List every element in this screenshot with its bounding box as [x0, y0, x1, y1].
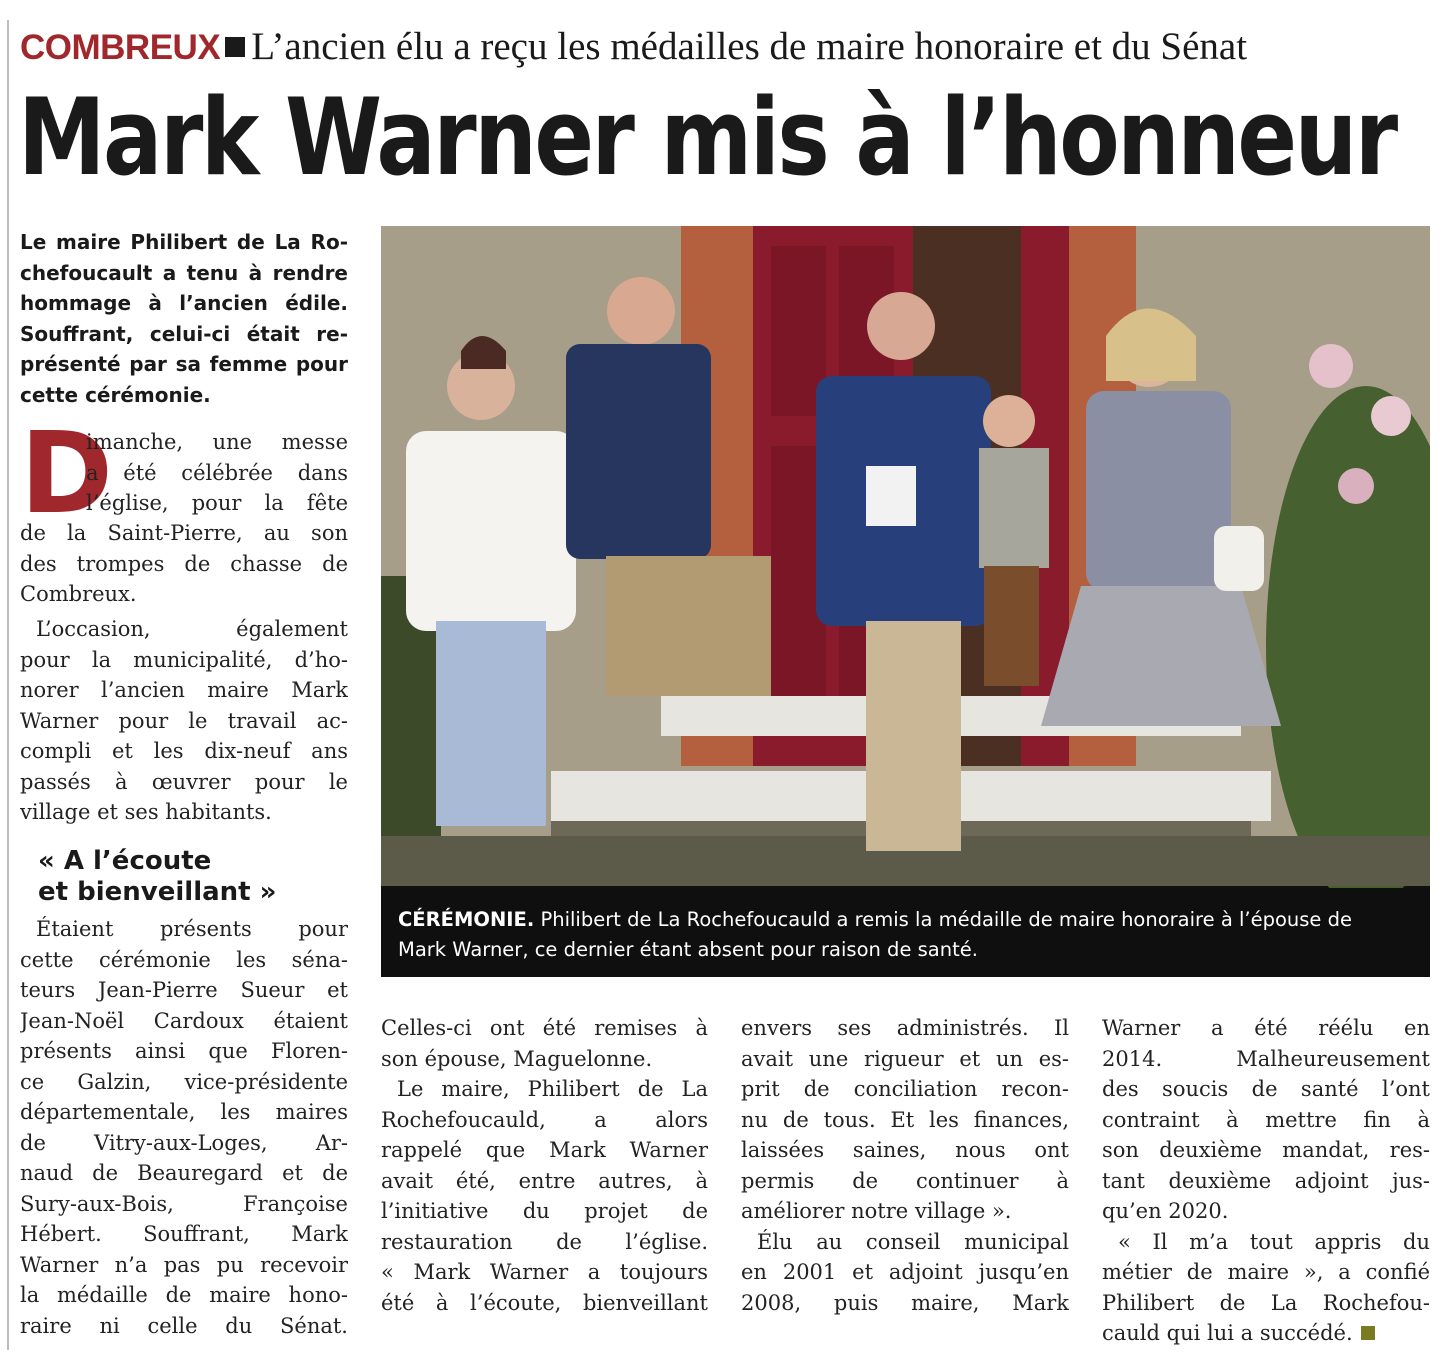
standfirst-line: cette cérémonie. [20, 382, 211, 407]
text-line: son deuxième mandat, res- [1102, 1138, 1430, 1162]
text-line: en 2001 et adjoint jusqu’en [741, 1260, 1069, 1284]
text-line: départementale, les maires [20, 1100, 348, 1124]
text-line: avait une rigueur et un es- [741, 1046, 1069, 1071]
text-line: imanche, une messe [86, 430, 348, 454]
text-line: ce Galzin, vice-présidente [20, 1069, 348, 1094]
text-line: naud de Beauregard et de [20, 1161, 348, 1185]
standfirst-line: Souffrant, celui-ci était re- [20, 321, 348, 346]
text-line: l’église, pour la fête [86, 491, 348, 515]
text-line: Philibert de La Rochefou- [1102, 1290, 1430, 1315]
text-line: Jean-Noël Cardoux étaient [20, 1008, 348, 1033]
text-line: Sury-aux-Bois, Françoise [20, 1191, 348, 1216]
caption-text: Philibert de La Rochefoucauld a remis la médaille de maire honoraire à l’épouse de [534, 908, 1352, 931]
text-line: des soucis de santé l’ont [1102, 1077, 1430, 1101]
standfirst-line: Le maire Philibert de La Ro- [20, 230, 348, 254]
column-2 [381, 1013, 708, 1318]
text-line: nu de tous. Et les finances, [741, 1107, 1069, 1132]
standfirst [20, 227, 348, 410]
text-line: village et ses habitants. [20, 800, 272, 824]
text-line: « Il m’a tout appris du [1118, 1229, 1430, 1254]
headline: Mark Warner mis à l’honneur [18, 76, 1396, 199]
end-of-article-square-icon [1361, 1326, 1375, 1340]
text-line: prit de conciliation recon- [741, 1077, 1069, 1101]
text-line: Le maire, Philibert de La [397, 1077, 708, 1101]
text-line: a été célébrée dans [86, 460, 348, 485]
text-line: Élu au conseil municipal [757, 1229, 1069, 1254]
subheading-line: et bienveillant » [38, 877, 277, 907]
text-line: de la Saint-Pierre, au son [20, 521, 348, 545]
text-line: « Mark Warner a toujours [381, 1260, 708, 1284]
text-line: avait été, entre autres, à [381, 1168, 708, 1193]
text-line: restauration de l’église. [381, 1229, 708, 1254]
text-line: tant deuxième adjoint jus- [1102, 1168, 1430, 1193]
standfirst-line: chefoucault a tenu à rendre [20, 260, 348, 285]
text-line: passés à œuvrer pour le [20, 769, 348, 794]
text-line: présents ainsi que Floren- [20, 1039, 348, 1063]
text-line: Combreux. [20, 582, 137, 606]
photo-caption [398, 905, 1418, 965]
standfirst-line: présenté par sa femme pour [20, 352, 348, 376]
text-line: raire ni celle du Sénat. [20, 1313, 348, 1338]
kicker-place: COMBREUX [20, 28, 221, 67]
standfirst-line: hommage à l’ancien édile. [20, 291, 348, 315]
column-3 [741, 1013, 1069, 1318]
square-bullet-icon [225, 37, 245, 57]
text-line: l’initiative du projet de [381, 1199, 708, 1223]
text-line: Warner pour le travail ac- [20, 708, 348, 733]
text-line: teurs Jean-Pierre Sueur et [20, 978, 348, 1002]
column-1-para-3 [20, 914, 348, 1341]
text-line: métier de maire », a confié [1102, 1260, 1430, 1284]
text-line: Rochefoucauld, a alors [381, 1107, 708, 1132]
text-line: pour la municipalité, d’ho- [20, 647, 348, 672]
text-line: été à l’écoute, bienveillant [381, 1290, 708, 1315]
text-line: cette cérémonie les séna- [20, 947, 348, 972]
subheading-line: « A l’écoute [38, 846, 212, 876]
text-line: norer l’ancien maire Mark [20, 678, 348, 702]
text-line: 2014. Malheureusement [1102, 1046, 1430, 1071]
text-line: Étaient présents pour [36, 917, 348, 941]
column-1-para-2 [20, 614, 348, 828]
kicker-text: L’ancien élu a reçu les médailles de maire honoraire et du Sénat [251, 25, 1248, 68]
text-line: 2008, puis maire, Mark [741, 1290, 1069, 1315]
text-line: Warner n’a pas pu recevoir [20, 1252, 348, 1277]
column-1-para-1-indented [86, 427, 348, 519]
text-line: améliorer notre village ». [741, 1199, 1012, 1223]
text-line: compli et les dix-neuf ans [20, 739, 348, 763]
article-photo [381, 226, 1430, 977]
caption-line-1 [398, 905, 1418, 935]
text-line: des trompes de chasse de [20, 551, 348, 576]
text-line: qu’en 2020. [1102, 1199, 1229, 1223]
text-line: rappelé que Mark Warner [381, 1138, 708, 1162]
photo-illustration [381, 226, 1430, 977]
caption-label: CÉRÉMONIE. [398, 908, 535, 931]
text-line: envers ses administrés. Il [741, 1016, 1069, 1040]
text-line: laissées saines, nous ont [741, 1138, 1069, 1162]
kicker [20, 22, 1440, 72]
text-line: permis de continuer à [741, 1168, 1069, 1193]
text-line-final [1102, 1318, 1430, 1349]
text-line: de Vitry-aux-Loges, Ar- [20, 1130, 348, 1155]
text-line: la médaille de maire hono- [20, 1283, 348, 1307]
text-line: son épouse, Maguelonne. [381, 1046, 653, 1071]
caption-line-2: Mark Warner, ce dernier étant absent pour raison de santé. [398, 938, 978, 961]
final-text: cauld qui lui a succédé. [1102, 1321, 1353, 1345]
subheading [38, 846, 358, 908]
text-line: Hébert. Souffrant, Mark [20, 1222, 348, 1246]
column-4 [1102, 1013, 1430, 1349]
text-line: contraint à mettre fin à [1102, 1107, 1430, 1132]
text-line: Warner a été réélu en [1102, 1016, 1430, 1040]
text-line: Celles-ci ont été remises à [381, 1016, 708, 1040]
text-line: L’occasion, également [36, 617, 348, 641]
column-1-para-1 [20, 518, 348, 610]
drop-cap: D [20, 409, 113, 539]
page-edge-rule [7, 20, 9, 1350]
